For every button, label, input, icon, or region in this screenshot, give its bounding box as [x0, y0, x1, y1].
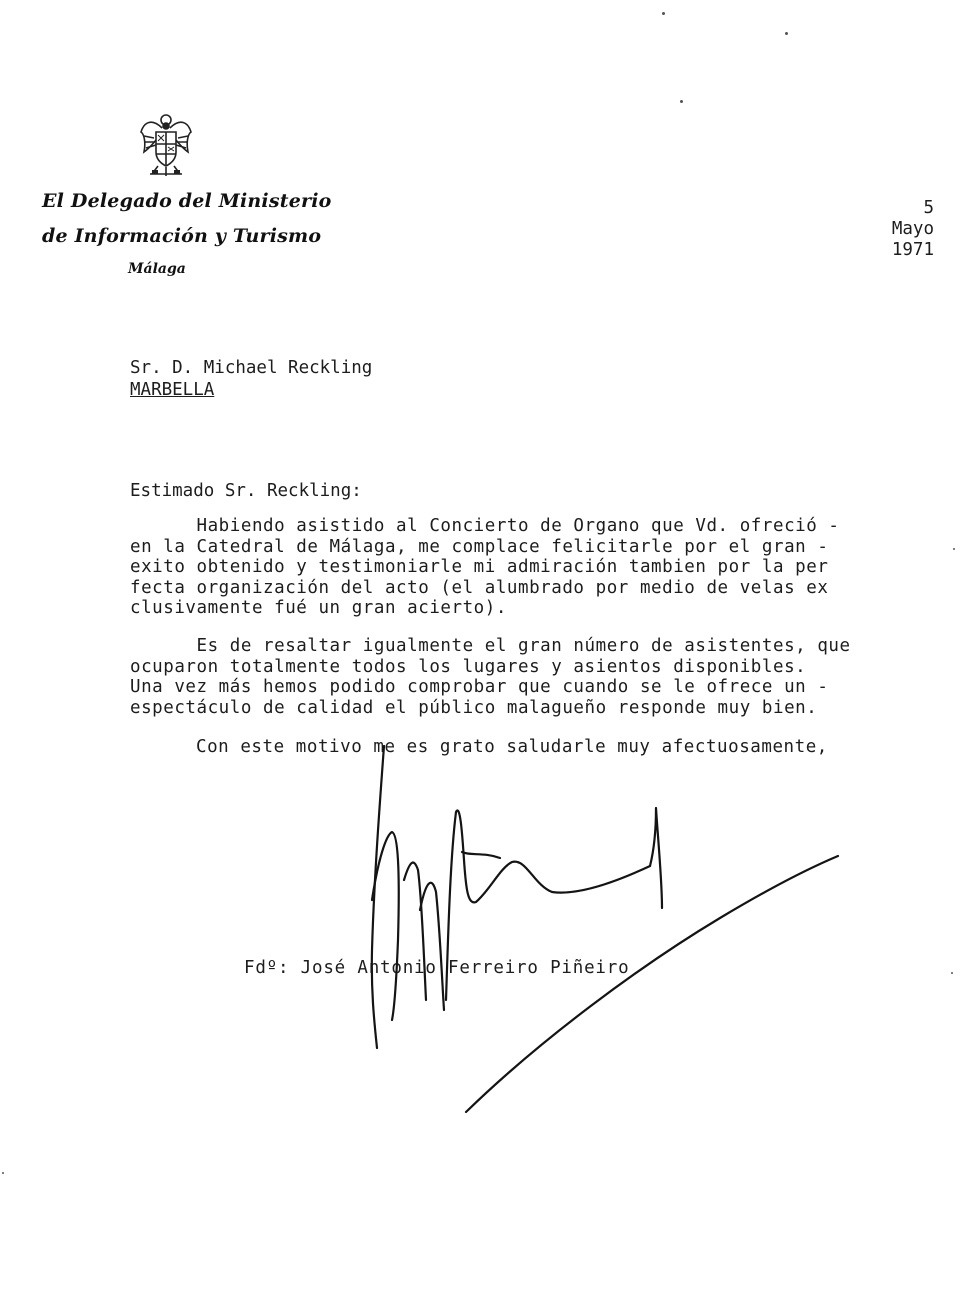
letterhead-line-2: de Información y Turismo [42, 225, 322, 247]
letterhead-line-1: El Delegado del Ministerio [42, 190, 332, 212]
signatory-line: Fdº: José Antonio Ferreiro Piñeiro [244, 958, 630, 978]
recipient-name: Sr. D. Michael Reckling [130, 358, 373, 378]
recipient-city: MARBELLA [130, 380, 215, 400]
paper-speck [785, 32, 788, 35]
date-day: 5 [923, 198, 934, 218]
paragraph-2 [130, 636, 851, 718]
paragraph-1-line: clusivamente fué un gran acierto). [130, 598, 507, 618]
paragraph-1-line: en la Catedral de Málaga, me complace felicitarle por el gran - [130, 536, 829, 557]
paper-speck [953, 548, 955, 550]
paragraph-1 [130, 516, 840, 619]
letterhead-city: Málaga [128, 261, 186, 277]
paragraph-2-line: espectáculo de calidad el público malagueño responde muy bien. [130, 697, 818, 718]
paragraph-1-line: exito obtenido y testimoniarle mi admiración tambien por la per [130, 557, 829, 577]
paragraph-1-line: Habiendo asistido al Concierto de Organo que Vd. ofreció - [130, 516, 840, 536]
coat-of-arms-icon [138, 112, 194, 178]
paragraph-2-line: Es de resaltar igualmente el gran número de asistentes, que [130, 636, 851, 656]
paper-speck [680, 100, 683, 103]
paper-speck [951, 972, 953, 974]
letter-date [880, 198, 934, 261]
paper-speck [2, 1172, 4, 1174]
paragraph-2-line: Una vez más hemos podido comprobar que cuando se le ofrece un - [130, 677, 829, 697]
date-year: 1971 [891, 240, 934, 260]
closing-line: Con este motivo me es grato saludarle muy afectuosamente, [196, 737, 828, 757]
salutation: Estimado Sr. Reckling: [130, 481, 362, 501]
date-month: Mayo [891, 219, 934, 239]
paragraph-2-line: ocuparon totalmente todos los lugares y asientos disponibles. [130, 656, 807, 677]
paragraph-1-line: fecta organización del acto (el alumbrado por medio de velas ex [130, 577, 829, 598]
paper-speck [662, 12, 665, 15]
